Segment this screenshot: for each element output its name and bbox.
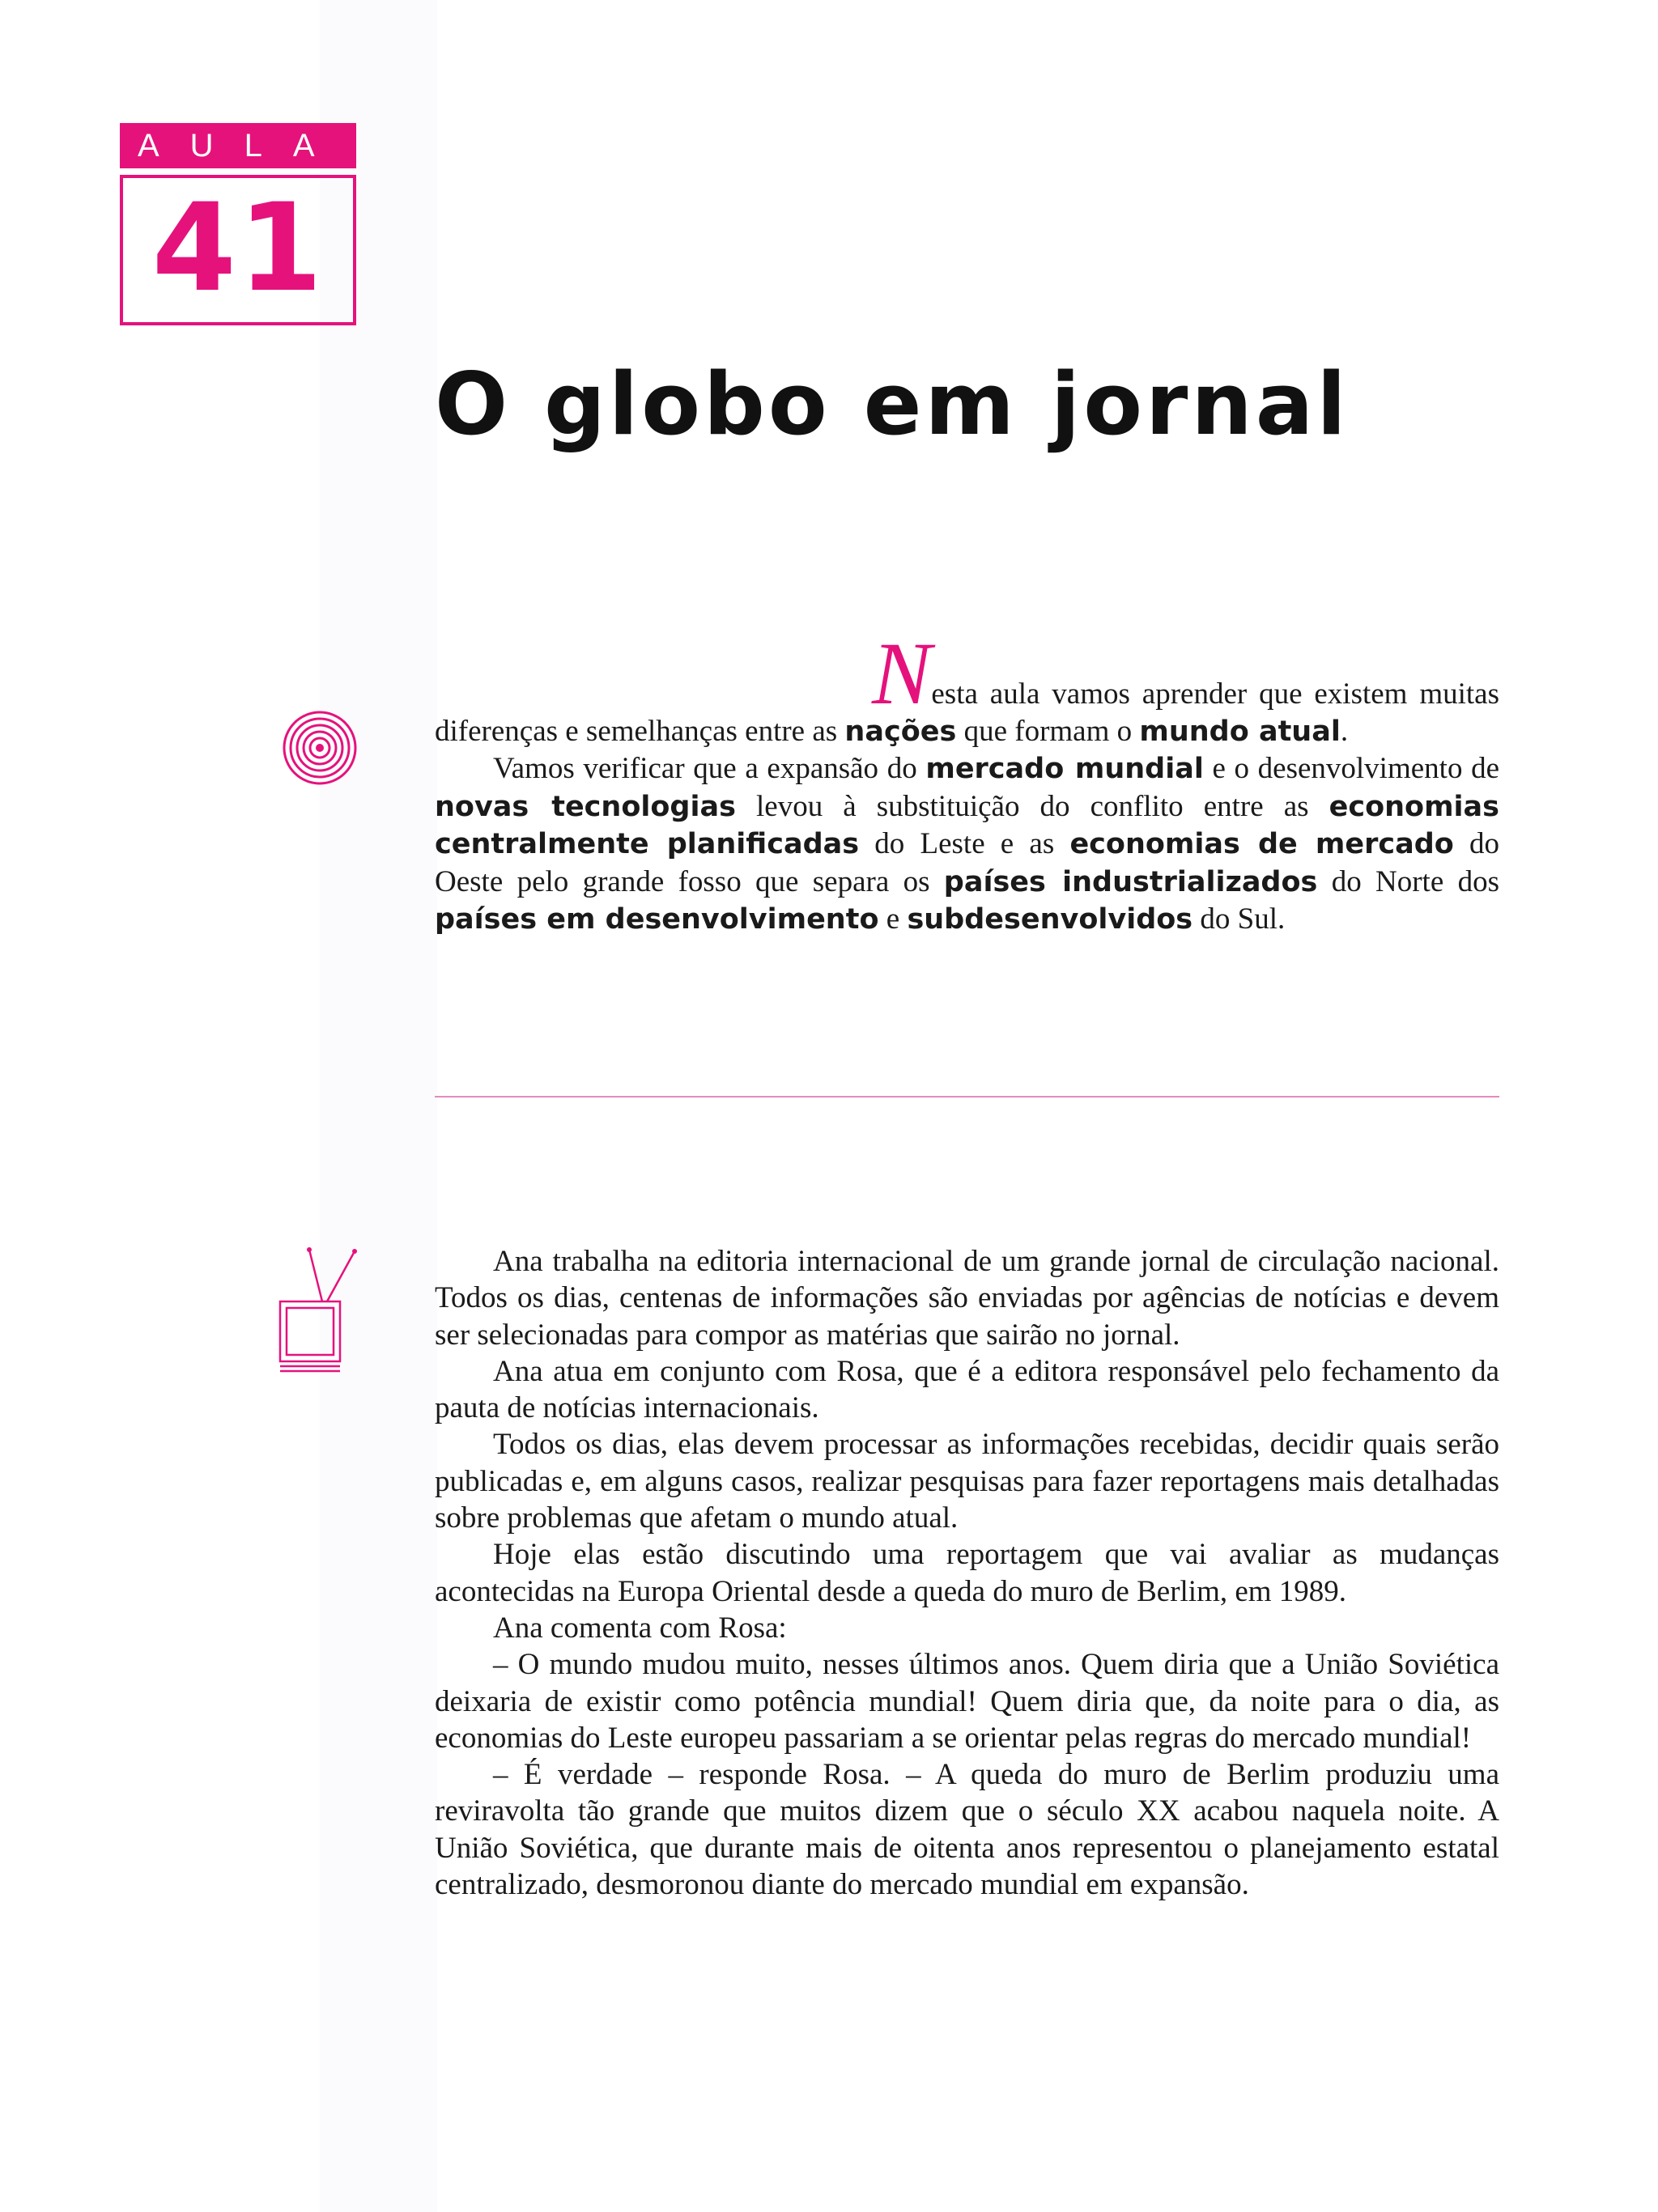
text-run: do Sul.	[1192, 902, 1286, 936]
intro-paragraph	[435, 624, 1499, 750]
story-paragraph: Ana comenta com Rosa:	[493, 1611, 787, 1645]
tv-icon	[274, 1246, 361, 1376]
key-term: países em desenvolvimento	[435, 903, 879, 936]
lesson-number-box	[120, 175, 356, 325]
text-run: que formam o	[956, 714, 1140, 748]
key-term: economias de mercado	[1069, 828, 1454, 860]
key-term: países industrializados	[943, 865, 1318, 898]
intro-paragraph	[435, 750, 1499, 939]
lesson-introduction	[435, 624, 1500, 939]
story-paragraph: Todos os dias, elas devem processar as informações recebidas, decidir quais serão publicadas e, em alguns casos, realizar pesquisas para fazer reportagens mais detalhadas sobre problemas que afetam o mundo atual.	[435, 1428, 1499, 1535]
section-divider	[435, 1096, 1499, 1098]
key-term: economias centralmente planificadas	[435, 790, 1499, 860]
key-term: mercado mundial	[925, 753, 1204, 785]
text-run: e	[878, 902, 908, 936]
text-run: Vamos verificar que a expansão do	[493, 752, 926, 785]
text-run: do Oeste pelo grande fosso que separa os	[435, 827, 1500, 898]
story-paragraph: – O mundo mudou muito, nesses últimos anos. Quem diria que a União Soviética deixaria de existir como potência mundial! Quem diria que, da noite para o dia, as economias do Leste europeu passariam a se orientar pelas regras do mercado mundial!	[435, 1648, 1499, 1755]
text-run: do Norte dos	[1317, 864, 1499, 898]
key-term: nações	[844, 715, 957, 748]
story-paragraph: Hoje elas estão discutindo uma reportagem que vai avaliar as mudanças acontecidas na Europa Oriental desde a queda do muro de Berlim, em 1989.	[435, 1538, 1499, 1608]
drop-cap: N	[872, 624, 932, 723]
page-title: O globo em jornal	[435, 355, 1350, 454]
text-run: levou à substituição do conflito entre as	[735, 789, 1329, 823]
story-paragraph: Ana trabalha na editoria internacional de um grande jornal de circulação nacional. Todos os dias, centenas de informações são enviadas por agências de notícias e devem ser selecionadas para compor as matérias que sairão no jornal.	[435, 1245, 1499, 1352]
lesson-label: AULA	[120, 123, 356, 168]
key-term: novas tecnologias	[435, 790, 736, 823]
story-paragraph: – É verdade – responde Rosa. – A queda do muro de Berlim produziu uma reviravolta tão grande que muitos dizem que o século XX acabou naquela noite. A União Soviética, que durante mais de oitenta anos representou o planejamento estatal centralizado, desmoronou diante do mercado mundial em expansão.	[435, 1758, 1499, 1902]
text-run: .	[1340, 714, 1349, 748]
key-term: subdesenvolvidos	[907, 903, 1193, 936]
story-text	[435, 1243, 1499, 1903]
text-run: e o desenvolvimento de	[1203, 752, 1499, 785]
story-paragraph: Ana atua em conjunto com Rosa, que é a editora responsável pelo fechamento da pauta de notícias internacionais.	[435, 1354, 1499, 1425]
margin-tint	[320, 0, 437, 2212]
target-icon	[282, 710, 358, 786]
text-run: do Leste e as	[859, 827, 1070, 860]
lesson-number: 41	[151, 178, 325, 319]
key-term: mundo atual	[1139, 715, 1341, 748]
text-run: esta aula vamos aprender que existem muitas diferenças e semelhanças entre as	[435, 677, 1499, 748]
